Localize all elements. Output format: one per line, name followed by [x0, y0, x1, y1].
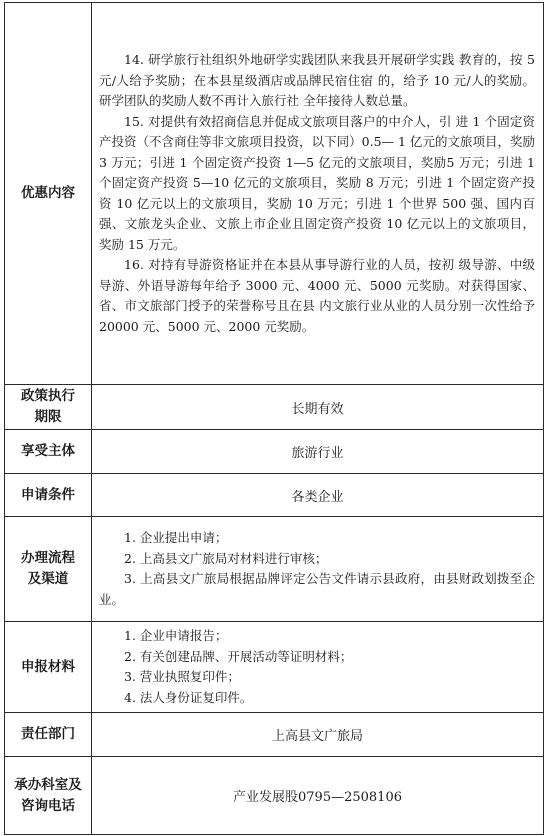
- period-label: [5, 385, 92, 430]
- material-item-3: 3. 营业执照复印件；: [124, 669, 240, 684]
- process-content: [92, 517, 544, 622]
- benefits-content: [92, 3, 544, 385]
- materials-label: 申报材料: [5, 622, 92, 713]
- department-row: [5, 713, 544, 757]
- material-item-1: 1. 企业申请报告；: [124, 628, 228, 643]
- office-label-line2: 咨询电话: [21, 797, 75, 814]
- benefit-paragraph-15: 15. 对提供有效招商信息并促成文旅项目落户的中介人，引 进 1 个固定资产投资（不含商住等非文旅项目投资，以下同）0.5— 1 亿元的文旅项目，奖励 3 万元；引进 1 个固定资产投资 1—5 亿元的文旅项目，奖励5 万元；引进 1 个固定资产投资 5—10 亿元的文旅项目，奖励 8 万元；引进 1 个固定资产投资 10 亿元以上的文旅项目，奖励 10 万元；引进 1 个世界 500 强、国内百强、文旅龙头企业、文旅上市企业且固定资产投资 10 亿元以上的文旅项目，奖励 15 万元。: [99, 113, 535, 252]
- benefits-label: 优惠内容: [5, 3, 92, 385]
- period-label-line2: 期限: [34, 409, 62, 425]
- process-step-2: 2. 上高县文广旅局对材料进行审核；: [124, 550, 328, 566]
- benefit-paragraph-14: 14. 研学旅行社组织外地研学实践团队来我县开展研学实践 教育的，按 5 元/人给予奖励；在本县星级酒店或品牌民宿住宿 的，给予 10 元/人的奖励。研学团队的奖励人数不再计入旅行社 全年接待人数总量。: [99, 52, 535, 108]
- materials-content: [92, 622, 544, 713]
- process-label-line2: 及渠道: [27, 571, 69, 587]
- process-step-3: 3. 上高县文广旅局根据品牌评定公告文件请示县政府，由县财政划拨至企业。: [99, 571, 535, 607]
- materials-row: [5, 622, 544, 713]
- process-label: [5, 517, 92, 622]
- material-item-2: 2. 有关创建品牌、开展活动等证明材料；: [124, 648, 353, 664]
- conditions-row: [5, 474, 544, 517]
- subject-label: 享受主体: [5, 430, 92, 474]
- process-step-1: 1. 企业提出申请；: [124, 530, 228, 545]
- period-label-line1: 政策执行: [21, 388, 75, 404]
- subject-row: [5, 430, 544, 474]
- office-value: 产业发展股0795—2508106: [92, 757, 544, 835]
- benefit-paragraph-16: 16. 对持有导游资格证并在本县从事导游行业的人员，按初 级导游、中级导游、外语导游每年给予 3000 元、4000 元、5000 元奖励。对获得国家、省、市文旅部门授予的荣誉称号且在县 内文旅行业从业的人员分别一次性给予 20000 元、5000 元、2000 元奖励。: [99, 257, 535, 334]
- department-label: 责任部门: [5, 713, 92, 757]
- period-value: 长期有效: [92, 385, 544, 430]
- conditions-value: 各类企业: [92, 474, 544, 517]
- material-item-4: 4. 法人身份证复印件。: [124, 689, 253, 705]
- office-label: [5, 757, 92, 835]
- period-row: [5, 385, 544, 430]
- subject-value: 旅游行业: [92, 430, 544, 474]
- office-row: [5, 757, 544, 835]
- benefits-row: [5, 3, 544, 385]
- process-label-line1: 办理流程: [21, 550, 75, 566]
- department-value: 上高县文广旅局: [92, 713, 544, 757]
- office-label-line1: 承办科室及: [14, 776, 82, 793]
- policy-table: [4, 2, 544, 835]
- process-row: [5, 517, 544, 622]
- conditions-label: 申请条件: [5, 474, 92, 517]
